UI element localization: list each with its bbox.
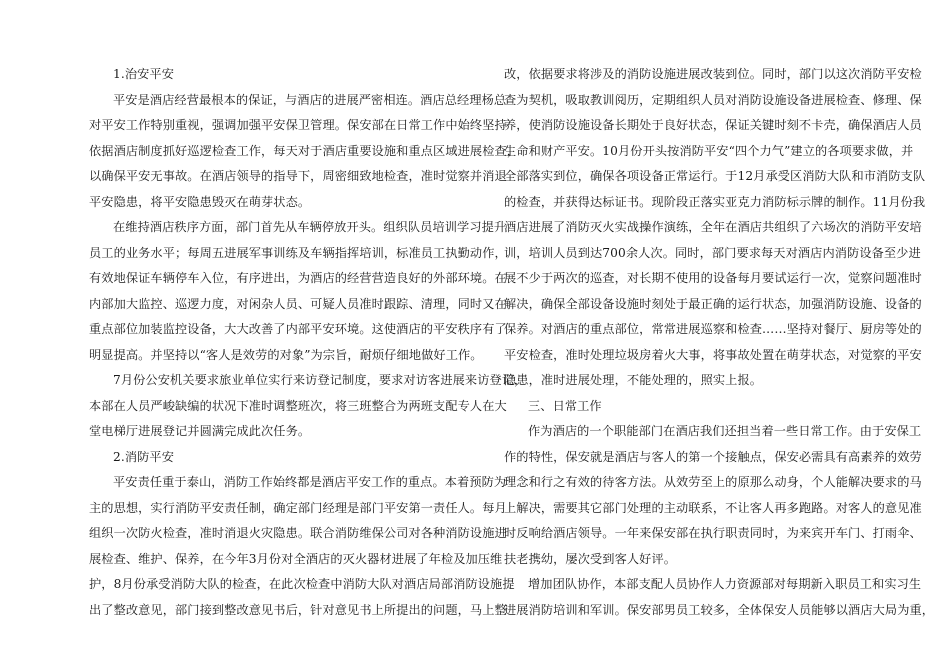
paragraph-line: 堂电梯厅进展登记并圆满完成此次任务。 — [89, 424, 311, 438]
paragraph-line: 展不少于两次的巡查，对长期不使用的设备每月要试运行一次，觉察问题准时 — [504, 271, 922, 285]
section-heading: 2.消防平安 — [113, 449, 174, 464]
paragraph-line: 保养。对酒店的重点部位，常常进展巡察和检查……坚持对餐厅、厨房等处的 — [504, 322, 922, 336]
paragraph-line: 展检查、维护、保养，在今年3月份对全酒店的灭火器材进展了年检及加压维 — [89, 551, 503, 566]
section-heading: 三、日常工作 — [528, 398, 602, 413]
paragraph-line: 明显提高。并坚持以“客人是效劳的对象”为宗旨，耐烦仔细地做好工作。 — [89, 347, 483, 362]
paragraph-line: 主的思想，实行消防平安责任制，确定部门经理是部门平安第一责任人。每月 — [89, 500, 507, 515]
paragraph-line: 查为契机，吸取教训阅历，定期组织人员对消防设施设备进展检查、修理、保 — [504, 92, 922, 107]
paragraph-line: 护，8月份承受消防大队的检查，在此次检查中消防大队对酒店局部消防设施提 — [89, 577, 515, 591]
paragraph-line: 酒店进展了消防灭火实战操作演练，全年在酒店共组织了六场次的消防平安培 — [504, 220, 922, 234]
paragraph-line: 的检查，并获得达标证书。现阶段正落实亚克力消防标示牌的制作。11月份我 — [504, 194, 926, 209]
paragraph-line: 员工的业务水平；每周五进展军事训练及车辆指挥培训，标准员工执勤动作， — [89, 245, 507, 260]
paragraph-line: 出了整改意见，部门接到整改意见书后，针对意见书上所提出的问题，马上整 — [89, 602, 507, 617]
paragraph-line: 重点部位加装监控设备，大大改善了内部平安环境。这使酒店的平安秩序有了 — [89, 322, 507, 336]
paragraph-line: 有效地保证车辆停车入位，有序进出，为酒店的经营营造良好的外部环境。在 — [89, 271, 507, 285]
paragraph-line: 在维持酒店秩序方面，部门首先从车辆停放开头。组织队员培训学习提升 — [113, 220, 507, 234]
paragraph-line: 作为酒店的一个职能部门在酒店我们还担当着一些日常工作。由于安保工 — [528, 424, 922, 438]
left-text-column — [89, 62, 527, 623]
paragraph-line: 平安检查，准时处理垃圾房着火大事，将事故处置在萌芽状态，对觉察的平安 — [504, 347, 922, 362]
paragraph-line: 训，培训人员到达700余人次。同时，部门要求每天对酒店内消防设备至少进 — [504, 245, 921, 260]
paragraph-line: 平安隐患，将平安隐患毁灭在萌芽状态。 — [89, 194, 311, 209]
paragraph-line: 作的特性，保安就是酒店与客人的第一个接触点，保安必需具有高素养的效劳 — [504, 449, 922, 464]
paragraph-line: 养，使消防设施设备长期处于良好状态，保证关键时刻不卡壳，确保酒店人员 — [504, 118, 922, 132]
paragraph-line: 解决，确保全部设备设施时刻处于最正确的运行状态，加强消防设施、设备的 — [504, 296, 922, 311]
right-text-column — [504, 62, 935, 623]
paragraph-line: 依据酒店制度抓好巡逻检查工作，每天对于酒店重要设施和重点区域进展检查， — [89, 143, 520, 158]
section-heading: 1.治安平安 — [113, 67, 174, 81]
paragraph-line: 上解决，需要其它部门处理的主动联系，不让客人再多跑路。对客人的意见准 — [504, 500, 922, 515]
paragraph-line: 本部在人员严峻缺编的状况下准时调整班次，将三班整合为两班支配专人在大 — [89, 398, 507, 413]
paragraph-line: 增加团队协作，本部支配人员协作人力资源部对每期新入职员工和实习生 — [528, 577, 922, 591]
paragraph-line: 理念和行之有效的待客方法。从效劳至上的原那么动身，个人能解决要求的马 — [504, 475, 922, 489]
paragraph-line: 内部加大监控、巡逻力度，对闲杂人员、可疑人员准时跟踪、清理，同时又在 — [89, 296, 507, 311]
paragraph-line: 平安责任重于泰山，消防工作始终都是酒店平安工作的重点。本着预防为 — [113, 475, 507, 489]
paragraph-line: 扶老携幼，屡次受到客人好评。 — [504, 551, 677, 566]
paragraph-line: 平安是酒店经营最根本的保证，与酒店的进展严密相连。酒店总经理杨总 — [113, 92, 507, 107]
paragraph-line: 生命和财产平安。10月份开头按消防平安“四个力气”建立的各项要求做，并 — [504, 143, 914, 158]
paragraph-line: 对平安工作特别重视，强调加强平安保卫管理。保安部在日常工作中始终坚持 — [89, 118, 507, 132]
paragraph-line: 改，依据要求将涉及的消防设施进展改装到位。同时，部门以这次消防平安检 — [504, 67, 922, 81]
paragraph-line: 进展消防培训和军训。保安部男员工较多，全体保安人员能够以酒店大局为重， — [504, 602, 935, 617]
paragraph-line: 全部落实到位，确保各项设备正常运行。于12月承受区消防大队和市消防支队 — [504, 169, 926, 183]
paragraph-line: 组织一次防火检查，准时消退火灾隐患。联合消防维保公司对各种消防设施进 — [89, 526, 507, 540]
paragraph-line: 隐患，准时进展处理，不能处理的，照实上报。 — [504, 373, 763, 387]
paragraph-line: 7月份公安机关要求旅业单位实行来访登记制度，要求对访客进展来访登记， — [113, 373, 527, 387]
paragraph-line: 时反响给酒店领导。一年来保安部在执行职责同时，为来宾开车门、打雨伞、 — [504, 526, 922, 540]
paragraph-line: 以确保平安无事故。在酒店领导的指导下，周密细致地检查，准时觉察并消退 — [89, 169, 507, 183]
